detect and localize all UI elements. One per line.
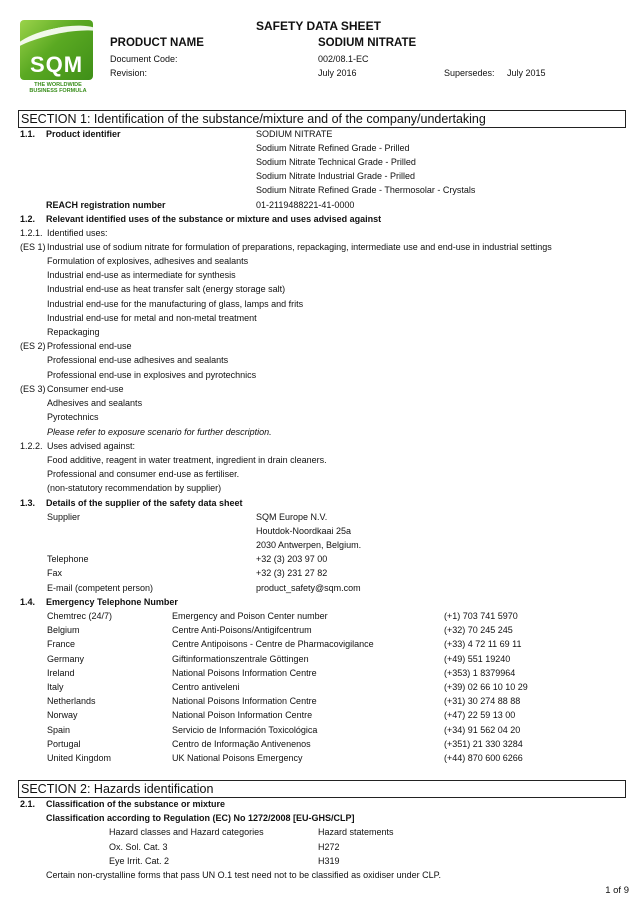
hazard-category: Ox. Sol. Cat. 3 <box>109 842 168 852</box>
section-2-title: SECTION 2: Hazards identification <box>18 780 626 798</box>
advised-against-line: Professional and consumer end-use as fertiliser. <box>47 469 240 479</box>
telephone-label: Telephone <box>47 554 89 564</box>
hazard-statement: H319 <box>318 856 340 866</box>
logo-tagline-1: THE WORLDWIDE <box>34 82 82 88</box>
hazard-classes-header: Hazard classes and Hazard categories <box>109 827 264 837</box>
s14-title: Emergency Telephone Number <box>46 597 178 607</box>
use-line: Pyrotechnics <box>47 412 99 422</box>
s121-number: 1.2.1. <box>20 228 43 238</box>
emergency-country: Portugal <box>47 739 81 749</box>
emergency-center: National Poison Information Centre <box>172 710 313 720</box>
document-code-label: Document Code: <box>110 54 178 64</box>
s121-title: Identified uses: <box>47 228 108 238</box>
email-label: E-mail (competent person) <box>47 583 154 593</box>
s12-title: Relevant identified uses of the substance or mixture and uses advised against <box>46 214 382 224</box>
supplier-label: Supplier <box>47 512 81 522</box>
es1-tag: (ES 1) <box>20 242 46 252</box>
product-name-label: PRODUCT NAME <box>110 37 204 49</box>
emergency-center: National Poisons Information Centre <box>172 696 317 706</box>
emergency-center: Centre Antipoisons - Centre de Pharmacovigilance <box>172 639 374 649</box>
supplier-line: SQM Europe N.V. <box>256 512 328 522</box>
regulation-title: Classification according to Regulation (EC) No 1272/2008 [EU-GHS/CLP] <box>46 813 355 823</box>
hazard-statement: H272 <box>318 842 340 852</box>
supersedes-value: July 2015 <box>507 68 546 78</box>
s12-number: 1.2. <box>20 214 36 224</box>
use-line: Formulation of explosives, adhesives and sealants <box>47 256 249 266</box>
email-link[interactable]: product_safety@sqm.com <box>256 583 361 593</box>
emergency-center: Centre Anti-Poisons/Antigifcentrum <box>172 625 312 635</box>
s11-title: Product identifier <box>46 129 121 139</box>
s122-number: 1.2.2. <box>20 441 43 451</box>
use-line: Industrial end-use for metal and non-metal treatment <box>47 313 257 323</box>
es3-tag: (ES 3) <box>20 384 46 394</box>
fax-value: +32 (3) 231 27 82 <box>256 568 328 578</box>
revision-value: July 2016 <box>318 68 357 78</box>
logo-tagline-2: BUSINESS FORMULA <box>29 88 87 94</box>
emergency-phone: (+34) 91 562 04 20 <box>444 725 521 735</box>
document-code: 002/08.1-EC <box>318 54 369 64</box>
emergency-phone: (+32) 70 245 245 <box>444 625 513 635</box>
emergency-country: United Kingdom <box>47 753 112 763</box>
use-line: Professional end-use <box>47 341 132 351</box>
reach-number: 01-2119488221-41-0000 <box>256 200 355 210</box>
supersedes-label: Supersedes: <box>444 68 495 78</box>
emergency-country: Ireland <box>47 668 75 678</box>
emergency-country: Germany <box>47 654 85 664</box>
emergency-country: France <box>47 639 76 649</box>
use-line: Industrial end-use as heat transfer salt (energy storage salt) <box>47 284 286 294</box>
use-line: Professional end-use adhesives and sealants <box>47 355 229 365</box>
product-identifier: Sodium Nitrate Refined Grade - Thermosolar - Crystals <box>256 185 476 195</box>
emergency-phone: (+351) 21 330 3284 <box>444 739 523 749</box>
s11-number: 1.1. <box>20 129 36 139</box>
emergency-center: National Poisons Information Centre <box>172 668 317 678</box>
use-line: Adhesives and sealants <box>47 398 143 408</box>
supplier-line: Houtdok-Noordkaai 25a <box>256 526 352 536</box>
emergency-center: Servicio de Información Toxicológica <box>172 725 318 735</box>
emergency-phone: (+39) 02 66 10 10 29 <box>444 682 528 692</box>
s13-number: 1.3. <box>20 498 36 508</box>
product-identifier: Sodium Nitrate Refined Grade - Prilled <box>256 143 410 153</box>
logo-tagline <box>18 82 98 94</box>
hazard-category: Eye Irrit. Cat. 2 <box>109 856 170 866</box>
classification-note: Certain non-crystalline forms that pass UN O.1 test need not to be classified as oxidiser under CLP. <box>46 870 442 880</box>
document-title: SAFETY DATA SHEET <box>256 19 381 33</box>
use-line: Industrial end-use for the manufacturing of glass, lamps and frits <box>47 299 304 309</box>
emergency-center: Giftinformationszentrale Göttingen <box>172 654 309 664</box>
emergency-phone: (+33) 4 72 11 69 11 <box>444 639 522 649</box>
es2-tag: (ES 2) <box>20 341 46 351</box>
emergency-phone: (+49) 551 19240 <box>444 654 511 664</box>
emergency-phone: (+44) 870 600 6266 <box>444 753 523 763</box>
s14-number: 1.4. <box>20 597 36 607</box>
product-name: SODIUM NITRATE <box>318 37 417 49</box>
page-number: 1 of 9 <box>605 885 629 896</box>
section-1-title: SECTION 1: Identification of the substance/mixture and of the company/undertaking <box>18 110 626 128</box>
hazard-statements-header: Hazard statements <box>318 827 394 837</box>
reach-label: REACH registration number <box>46 200 166 210</box>
emergency-center: Emergency and Poison Center number <box>172 611 328 621</box>
use-line: Repackaging <box>47 327 100 337</box>
use-line: Industrial use of sodium nitrate for formulation of preparations, repackaging, intermediate use and end-use in industrial settings <box>47 242 552 252</box>
emergency-country: Spain <box>47 725 71 735</box>
s21-number: 2.1. <box>20 799 36 809</box>
fax-label: Fax <box>47 568 63 578</box>
emergency-phone: (+47) 22 59 13 00 <box>444 710 516 720</box>
use-line: Professional end-use in explosives and pyrotechnics <box>47 370 257 380</box>
emergency-center: Centro de Informação Antivenenos <box>172 739 311 749</box>
emergency-country: Belgium <box>47 625 80 635</box>
s13-title: Details of the supplier of the safety data sheet <box>46 498 243 508</box>
sqm-logo <box>20 20 93 80</box>
emergency-phone: (+31) 30 274 88 88 <box>444 696 521 706</box>
revision-label: Revision: <box>110 68 148 78</box>
use-line: Industrial end-use as intermediate for synthesis <box>47 270 236 280</box>
emergency-phone: (+1) 703 741 5970 <box>444 611 518 621</box>
exposure-note: Please refer to exposure scenario for further description. <box>47 427 272 437</box>
logo-text: SQM <box>29 52 84 77</box>
s21-title: Classification of the substance or mixture <box>46 799 226 809</box>
emergency-country: Chemtrec (24/7) <box>47 611 113 621</box>
s122-title: Uses advised against: <box>47 441 136 451</box>
telephone-value: +32 (3) 203 97 00 <box>256 554 328 564</box>
emergency-phone: (+353) 1 8379964 <box>444 668 516 678</box>
emergency-center: Centro antiveleni <box>172 682 240 692</box>
advised-against-line: Food additive, reagent in water treatment, ingredient in drain cleaners. <box>47 455 327 465</box>
emergency-country: Netherlands <box>47 696 96 706</box>
supplier-line: 2030 Antwerpen, Belgium. <box>256 540 362 550</box>
product-identifier: Sodium Nitrate Industrial Grade - Prilled <box>256 171 416 181</box>
emergency-country: Italy <box>47 682 64 692</box>
emergency-center: UK National Poisons Emergency <box>172 753 303 763</box>
product-identifier: SODIUM NITRATE <box>256 129 333 139</box>
use-line: Consumer end-use <box>47 384 124 394</box>
product-identifier: Sodium Nitrate Technical Grade - Prilled <box>256 157 416 167</box>
emergency-country: Norway <box>47 710 78 720</box>
advised-against-line: (non-statutory recommendation by supplier) <box>47 483 222 493</box>
